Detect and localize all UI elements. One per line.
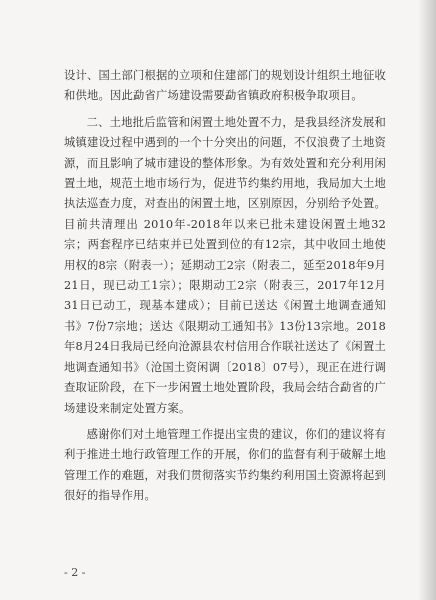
- paragraph-1: 设计、国土部门根据的立项和住建部门的规划设计组织土地征收和供地。因此勐省广场建设需要勐省镇政府积极争取项目。: [64, 69, 386, 103]
- page-number: - 2 -: [64, 566, 86, 579]
- paragraph-2: 二、土地批后监管和闲置土地处置不力，是我县经济发展和城镇建设过程中遇到的一个十分突出的问题，不仅浪费了土地资源，而且影响了城市建设的整体形象。为有效处置和充分利用闲置土地，规范土地市场行为，促进节约集约用地，我局加大土地执法巡查力度，对查出的闲置土地，区别原因，分别给予处置。目前共清理出 2010年-2018年以来已批未建设闲置土地32宗；两套程序已结束并已处置到位的有12宗，其中收回土地使用权的8宗（附表一）；延期动工2宗（附表二，延至2018年9月21日，现已动工1宗）；限期动工2宗（附表三，2017年12月31日已动工，现基本建成）；目前已送达《闲置土地调查通知书》7份7宗地；送达《限期动工通知书》13份13宗地。2018年8月24日我局已经向沧源县农村信用合作联社送达了《闲置土地调查通知书》（沧国土资闲调〔2018〕07号），现正在进行调查取证阶段，在下一步闲置土地处置阶段，我局会结合勐省的广场建设来制定处置方案。: [64, 115, 386, 415]
- document-body: [64, 66, 386, 513]
- page-edge-shadow: [418, 0, 436, 600]
- paragraph-3: 感谢你们对土地管理工作提出宝贵的建议，你们的建议将有利于推进土地行政管理工作的开展，你们的监督有利于破解土地管理工作的难题，对我们贯彻落实节约集约利用国土资源将起到很好的指导作用。: [64, 427, 386, 503]
